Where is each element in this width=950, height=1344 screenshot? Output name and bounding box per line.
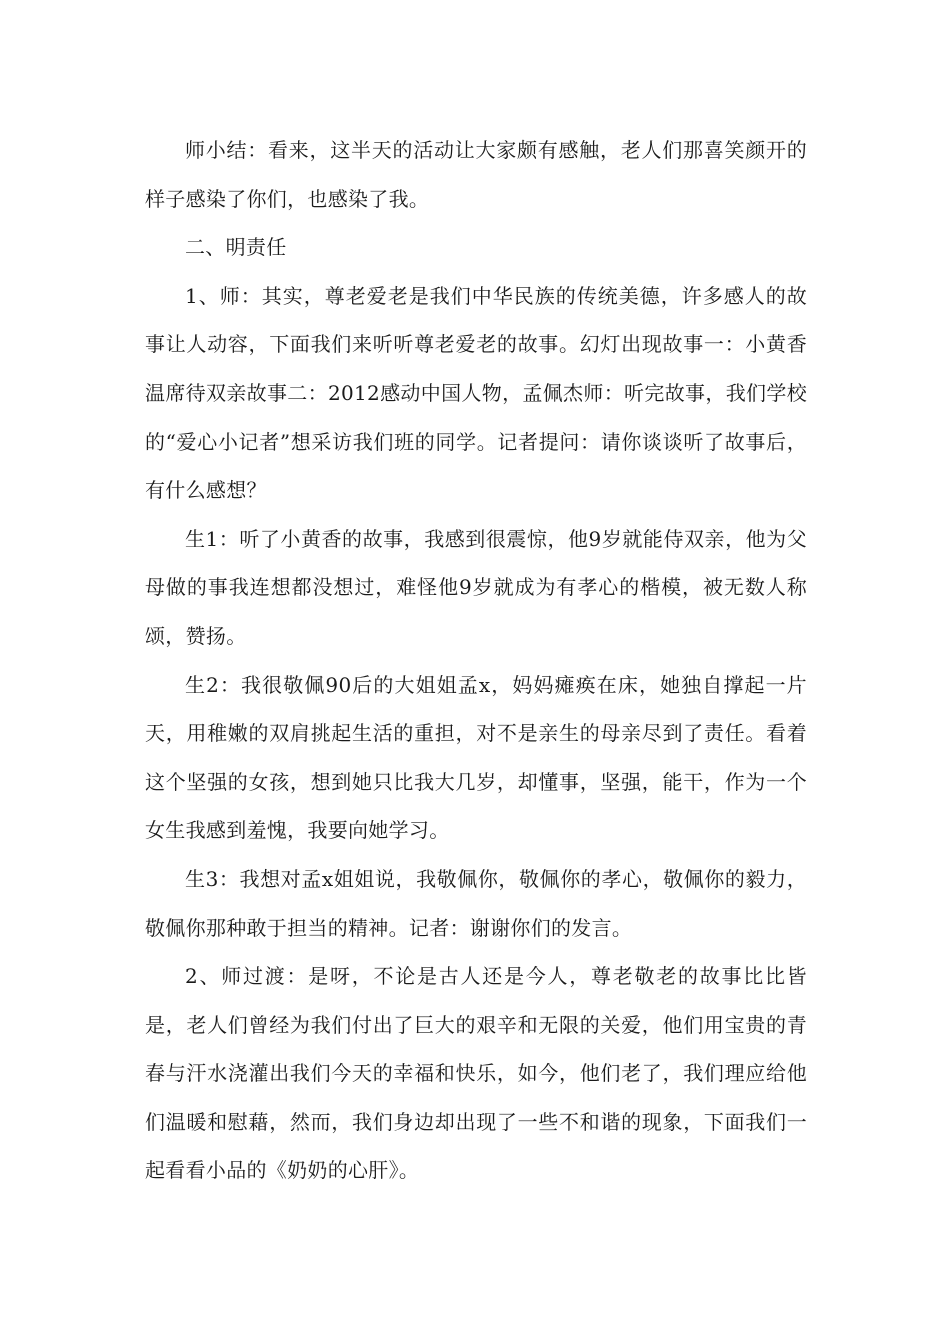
paragraph-transition: 2、师过渡：是呀，不论是古人还是今人，尊老敬老的故事比比皆是，老人们曾经为我们付出了巨大的艰辛和无限的关爱，他们用宝贵的青春与汗水浇灌出我们今天的幸福和快乐，如今，他们老了，我们理应给他们温暖和慰藉，然而，我们身边却出现了一些不和谐的现象，下面我们一起看看小品的《奶奶的心肝》。 [145,964,807,1183]
paragraph-summary: 师小结：看来，这半天的活动让大家颇有感触，老人们那喜笑颜开的样子感染了你们，也感染了我。 [145,138,807,211]
paragraph-student-3: 生3：我想对孟x姐姐说，我敬佩你，敬佩你的孝心，敬佩你的毅力，敬佩你那种敢于担当的精神。记者：谢谢你们的发言。 [145,866,807,940]
paragraph-stories: 1、师：其实，尊老爱老是我们中华民族的传统美德，许多感人的故事让人动容，下面我们来听听尊老爱老的故事。幻灯出现故事一：小黄香温席待双亲故事二：2012感动中国人物，孟佩杰师：听完故事，我们学校的“爱心小记者”想采访我们班的同学。记者提问：请你谈谈听了故事后，有什么感想？ [145,283,807,503]
paragraph-student-1: 生1：听了小黄香的故事，我感到很震惊，他9岁就能侍双亲，他为父母做的事我连想都没想过，难怪他9岁就成为有孝心的楷模，被无数人称颂，赞扬。 [145,526,807,648]
section-heading: 二、明责任 [185,235,287,260]
paragraph-student-2: 生2：我很敬佩90后的大姐姐孟x，妈妈瘫痪在床，她独自撑起一片天，用稚嫩的双肩挑起生活的重担，对不是亲生的母亲尽到了责任。看着这个坚强的女孩，想到她只比我大几岁，却懂事，坚强，能干，作为一个女生我感到羞愧，我要向她学习。 [145,672,807,843]
document-body [145,126,807,1195]
